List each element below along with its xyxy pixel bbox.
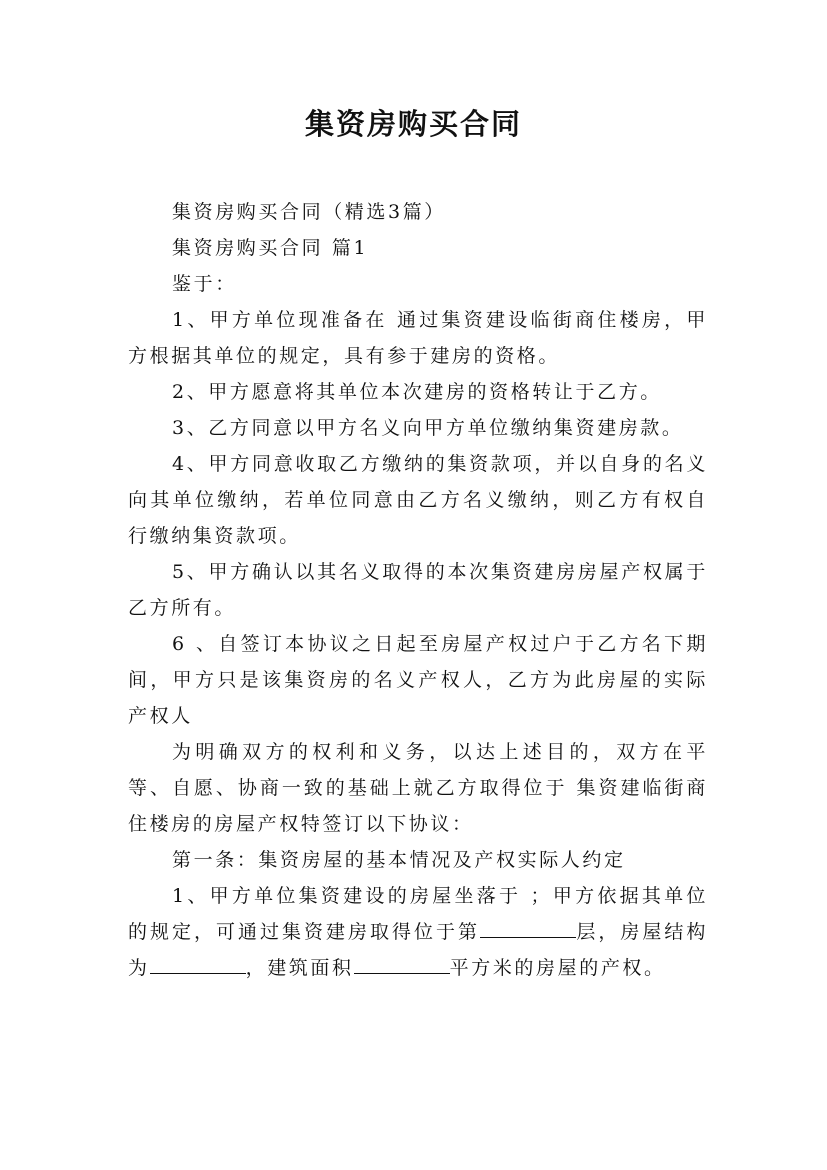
paragraph-recital-6: 6 、自签订本协议之日起至房屋产权过户于乙方名下期间，甲方只是该集资房的名义产权人，乙方为此房屋的实际产权人 [128,633,708,727]
paragraph-section-heading: 集资房购买合同 篇1 [172,237,369,259]
structure-blank-field [150,955,246,974]
document-title: 集资房购买合同 [304,107,522,141]
paragraph-recital-2: 2、甲方愿意将其单位本次建房的资格转让于乙方。 [172,381,662,403]
clause-text-part3: ，建筑面积 [245,957,354,979]
paragraph-purpose: 为明确双方的权利和义务，以达上述目的，双方在平等、自愿、协商一致的基础上就乙方取得位于 集资建临街商住楼房的房屋产权特签订以下协议： [128,741,708,835]
floor-blank-field [480,919,576,938]
paragraph-recital-4: 4、甲方同意收取乙方缴纳的集资款项，并以自身的名义向其单位缴纳，若单位同意由乙方名义缴纳，则乙方有权自行缴纳集资款项。 [128,453,708,547]
paragraph-article-1-clause-1 [128,878,708,986]
clause-text-part2: 层，房屋结构为 [128,921,708,979]
clause-text-part4: 平方米的房屋的产权。 [449,957,666,979]
paragraph-recital-5: 5、甲方确认以其名义取得的本次集资建房房屋产权属于乙方所有。 [128,561,708,619]
document-body [128,194,708,986]
paragraph-subtitle: 集资房购买合同（精选3篇） [172,201,446,223]
clause-text-part1: 1、甲方单位集资建设的房屋坐落于 ；甲方依据其单位的规定，可通过集资建房取得位于第 [128,885,708,943]
paragraph-article-1-heading: 第一条：集资房屋的基本情况及产权实际人约定 [172,849,626,871]
paragraph-recital-3: 3、乙方同意以甲方名义向甲方单位缴纳集资建房款。 [172,417,684,439]
paragraph-recital-1: 1、甲方单位现准备在 通过集资建设临街商住楼房，甲方根据其单位的规定，具有参于建房的资格。 [128,309,708,367]
paragraph-whereas: 鉴于： [172,273,237,295]
area-blank-field [354,955,450,974]
